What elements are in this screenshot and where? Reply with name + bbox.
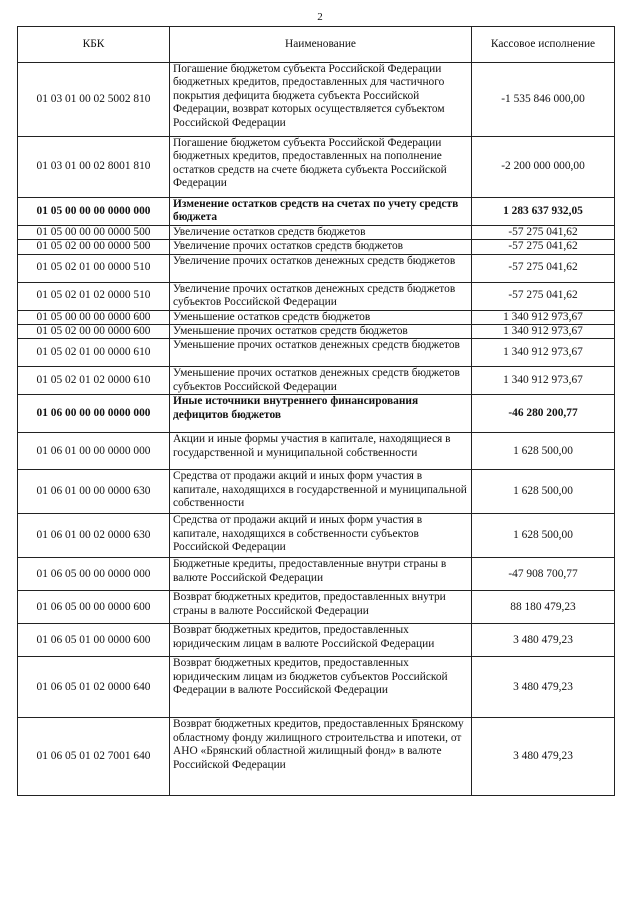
kbk-cell: 01 06 01 00 00 0000 000 (18, 433, 170, 470)
table-row (18, 339, 615, 367)
name-cell: Бюджетные кредиты, предоставленные внутри страны в валюте Российской Федерации (170, 558, 472, 591)
name-cell: Изменение остатков средств на счетах по учету средств бюджета (170, 198, 472, 226)
name-cell: Акции и иные формы участия в капитале, находящиеся в государственной и муниципальной собственности (170, 433, 472, 470)
name-cell: Увеличение прочих остатков денежных средств бюджетов субъектов Российской Федерации (170, 282, 472, 310)
table-row (18, 470, 615, 514)
kbk-cell: 01 05 02 00 00 0000 600 (18, 325, 170, 339)
page-number: 2 (317, 11, 323, 23)
name-cell: Уменьшение прочих остатков средств бюджетов (170, 325, 472, 339)
table-body (18, 63, 615, 796)
amount-cell: -57 275 041,62 (472, 254, 615, 282)
amount-cell: 3 480 479,23 (472, 657, 615, 718)
name-cell: Средства от продажи акций и иных форм участия в капитале, находящихся в государственной и муниципальной собственности (170, 470, 472, 514)
name-cell: Уменьшение прочих остатков денежных средств бюджетов субъектов Российской Федерации (170, 367, 472, 395)
amount-cell: 3 480 479,23 (472, 624, 615, 657)
table-row (18, 310, 615, 324)
kbk-cell: 01 05 02 01 00 0000 610 (18, 339, 170, 367)
name-cell: Погашение бюджетом субъекта Российской Федерации бюджетных кредитов, предоставленных на пополнение остатков средств на счете бюджета субъекта Российской Федерации (170, 137, 472, 198)
kbk-cell: 01 05 02 01 00 0000 510 (18, 254, 170, 282)
kbk-cell: 01 06 05 01 00 0000 600 (18, 624, 170, 657)
amount-cell: -2 200 000 000,00 (472, 137, 615, 198)
amount-cell: 1 628 500,00 (472, 470, 615, 514)
table-row (18, 657, 615, 718)
name-cell: Уменьшение остатков средств бюджетов (170, 310, 472, 324)
amount-cell: -57 275 041,62 (472, 240, 615, 254)
amount-cell: 1 340 912 973,67 (472, 367, 615, 395)
table-row (18, 718, 615, 796)
name-cell: Возврат бюджетных кредитов, предоставленных внутри страны в валюте Российской Федерации (170, 591, 472, 624)
kbk-cell: 01 06 00 00 00 0000 000 (18, 395, 170, 433)
kbk-cell: 01 03 01 00 02 5002 810 (18, 63, 170, 137)
amount-cell: -57 275 041,62 (472, 225, 615, 239)
amount-cell: -57 275 041,62 (472, 282, 615, 310)
name-cell: Уменьшение прочих остатков денежных средств бюджетов (170, 339, 472, 367)
table-row (18, 624, 615, 657)
kbk-cell: 01 05 00 00 00 0000 600 (18, 310, 170, 324)
kbk-cell: 01 06 01 00 00 0000 630 (18, 470, 170, 514)
table-row (18, 240, 615, 254)
amount-cell: -1 535 846 000,00 (472, 63, 615, 137)
header-name: Наименование (170, 27, 472, 63)
kbk-cell: 01 06 05 00 00 0000 000 (18, 558, 170, 591)
kbk-cell: 01 03 01 00 02 8001 810 (18, 137, 170, 198)
amount-cell: 1 340 912 973,67 (472, 339, 615, 367)
kbk-cell: 01 06 05 01 02 7001 640 (18, 718, 170, 796)
table-row (18, 591, 615, 624)
amount-cell: -46 280 200,77 (472, 395, 615, 433)
header-amount: Кассовое исполнение (472, 27, 615, 63)
table-row (18, 325, 615, 339)
table-row (18, 198, 615, 226)
table-row (18, 137, 615, 198)
table-row (18, 367, 615, 395)
table-row (18, 558, 615, 591)
kbk-cell: 01 05 02 01 02 0000 510 (18, 282, 170, 310)
kbk-cell: 01 06 05 01 02 0000 640 (18, 657, 170, 718)
kbk-cell: 01 06 05 00 00 0000 600 (18, 591, 170, 624)
kbk-cell: 01 05 02 00 00 0000 500 (18, 240, 170, 254)
amount-cell: 3 480 479,23 (472, 718, 615, 796)
table-row (18, 225, 615, 239)
amount-cell: -47 908 700,77 (472, 558, 615, 591)
name-cell: Возврат бюджетных кредитов, предоставленных юридическим лицам из бюджетов субъектов Российской Федерации в валюте Российской Федерации (170, 657, 472, 718)
name-cell: Увеличение прочих остатков денежных средств бюджетов (170, 254, 472, 282)
amount-cell: 1 628 500,00 (472, 433, 615, 470)
budget-table (17, 26, 615, 796)
kbk-cell: 01 05 00 00 00 0000 000 (18, 198, 170, 226)
name-cell: Погашение бюджетом субъекта Российской Федерации бюджетных кредитов, предоставленных для частичного покрытия дефицита бюджета субъекта Российской Федерации, возврат которых осуществляется субъектом Российской Федерации (170, 63, 472, 137)
kbk-cell: 01 05 00 00 00 0000 500 (18, 225, 170, 239)
kbk-cell: 01 06 01 00 02 0000 630 (18, 514, 170, 558)
name-cell: Увеличение прочих остатков средств бюджетов (170, 240, 472, 254)
kbk-cell: 01 05 02 01 02 0000 610 (18, 367, 170, 395)
table-header-row (18, 27, 615, 63)
name-cell: Средства от продажи акций и иных форм участия в капитале, находящихся в собственности субъектов Российской Федерации (170, 514, 472, 558)
name-cell: Увеличение остатков средств бюджетов (170, 225, 472, 239)
table-row (18, 514, 615, 558)
amount-cell: 88 180 479,23 (472, 591, 615, 624)
name-cell: Возврат бюджетных кредитов, предоставленных юридическим лицам в валюте Российской Федерации (170, 624, 472, 657)
table-row (18, 395, 615, 433)
table-row (18, 282, 615, 310)
name-cell: Возврат бюджетных кредитов, предоставленных Брянскому областному фонду жилищного строительства и ипотеки, от АНО «Брянский областной жилищный фонд» в валюте Российской Федерации (170, 718, 472, 796)
header-kbk: КБК (18, 27, 170, 63)
name-cell: Иные источники внутреннего финансирования дефицитов бюджетов (170, 395, 472, 433)
table-row (18, 254, 615, 282)
amount-cell: 1 340 912 973,67 (472, 325, 615, 339)
table-row (18, 433, 615, 470)
amount-cell: 1 283 637 932,05 (472, 198, 615, 226)
table-row (18, 63, 615, 137)
amount-cell: 1 340 912 973,67 (472, 310, 615, 324)
amount-cell: 1 628 500,00 (472, 514, 615, 558)
